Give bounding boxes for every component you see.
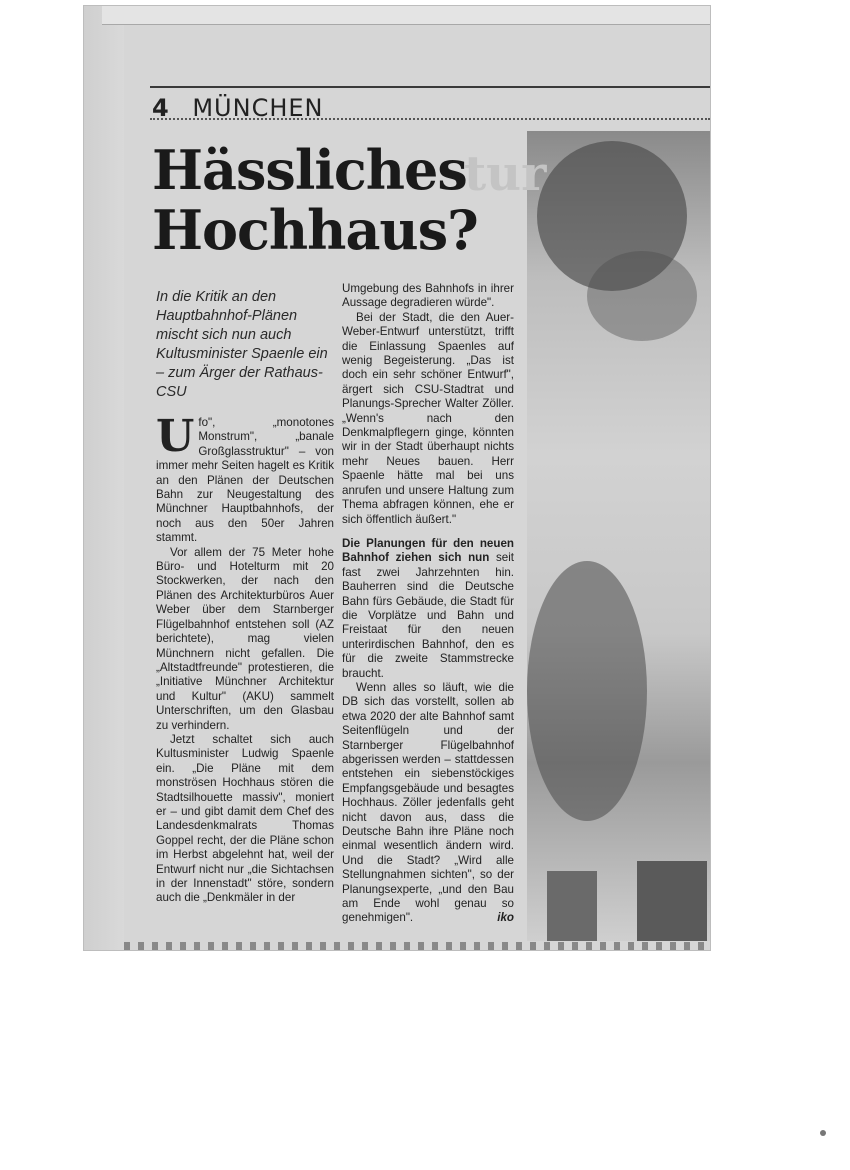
paragraph-text: Wenn alles so läuft, wie die DB sich das vorstellt, sollen ab etwa 2020 der alte Bahnhof samt Seitenflügeln und der Starnberger Flügelbahnhof abgerissen werden – stattdessen entstehen ein siebenstöckiges Empfangsgebäude und besagtes Hochhaus. Zöller jedenfalls geht nicht davon aus, dass die Deutsche Bahn ihre Pläne noch einmal wesentlich ändern wird. Und die Stadt? „Wird alle Stellungnahmen sichten", so der Planungsexperte, „und den Bau am Ende wohl genau so genehmigen". <box>342 680 514 925</box>
teaser-text: In die Kritik an den Hauptbahnhof-Plänen mischt sich nun auch Kultusminister Spaenle ein – zum Ärger der Rathaus-CSU <box>156 289 328 400</box>
paragraph-text: fo", „monotones Monstrum", „banale Großglasstruktur" – von immer mehr Seiten hagelt es Kritik an den Plänen der Deutschen Bahn zur Neugestaltung des Münchner Hauptbahnhofs, der noch aus den 50er Jahren stammt. <box>156 416 334 545</box>
article-paragraph <box>156 411 334 546</box>
photo-building <box>637 861 707 941</box>
article-paragraph <box>342 537 514 681</box>
headline-line-2: Hochhaus? <box>152 198 478 262</box>
ghost-bleedthrough: tur <box>464 146 547 202</box>
headline-line-1: Hässliches <box>152 138 467 202</box>
newspaper-clipping <box>84 6 710 950</box>
photo-building <box>547 871 597 941</box>
photo-tree-shape <box>527 561 647 821</box>
torn-bottom-edge <box>124 942 710 950</box>
paper-fold-edge <box>84 6 124 950</box>
scan-speck <box>820 1130 826 1136</box>
author-signature: iko <box>497 911 514 925</box>
article-paragraph: Jetzt schaltet sich auch Kultusminister Ludwig Spaenle ein. „Die Pläne mit dem monströsen Hochhaus stören die Stadtsilhouette massiv", moniert er – und gibt damit dem Chef des Landesdenkmalrats Thomas Goppel recht, der die Pläne schon im Herbst abgelehnt hat, weil der Entwurf nicht nur „die Sichtachsen in der Innenstadt" störe, sondern auch die „Denkmäler in der <box>156 732 334 905</box>
article-photo <box>527 131 710 941</box>
article-paragraph: Bei der Stadt, die den Auer-Weber-Entwurf unterstützt, trifft die Einlassung Spaenles auf wenig Begeisterung. „Das ist doch ein sehr schöner Entwurf", ärgert sich CSU-Stadtrat und Planungs-Sprecher Walter Zöller. „Wenn's nach den Denkmalpflegern ginge, könnten wir in der Stadt überhaupt nichts mehr Neues bauen. Herr Spaenle hätte mal bei uns anrufen und unsere Haltung zum Thema abfragen können, ehe er sich öffentlich äußert." <box>342 310 514 526</box>
article-paragraph <box>342 681 514 926</box>
header-rule <box>150 86 710 88</box>
paper-top-edge <box>102 6 710 25</box>
paragraph-text: seit fast zwei Jahrzehnten hin. Bauherren sind die Deutsche Bahn fürs Gebäude, die Stadt für die Vorplätze und Bahn und Freistaat für den neuen unterirdischen Bahnhof, den es für die zweite Stammstrecke braucht. <box>342 551 514 680</box>
drop-cap: U <box>156 411 195 462</box>
headline <box>152 140 532 260</box>
article-paragraph: Vor allem der 75 Meter hohe Büro- und Hotelturm mit 20 Stockwerken, der nach den Plänen des Architekturbüros Auer Weber über dem Starnberger Flügelbahnhof entstehen soll (AZ berichtete), mag vielen Münchnern nicht gefallen. Die „Altstadtfreunde" protestieren, die „Initiative Münchner Architektur und Kultur" (AKU) sammelt Unterschriften, um den Glasbau zu verhindern. <box>156 545 334 732</box>
article-column-2 <box>342 282 514 926</box>
paragraph-lead-bold: Die Planungen für den neuen Bahnhof ziehen sich nun <box>342 536 514 565</box>
article-column-1 <box>156 411 334 906</box>
photo-tree-shape <box>587 251 697 341</box>
header-dotted-rule <box>150 118 710 120</box>
article-paragraph: Umgebung des Bahnhofs in ihrer Aussage degradieren würde". <box>342 282 514 310</box>
page-number: 4 <box>152 94 170 122</box>
section-title: MÜNCHEN <box>192 94 324 122</box>
